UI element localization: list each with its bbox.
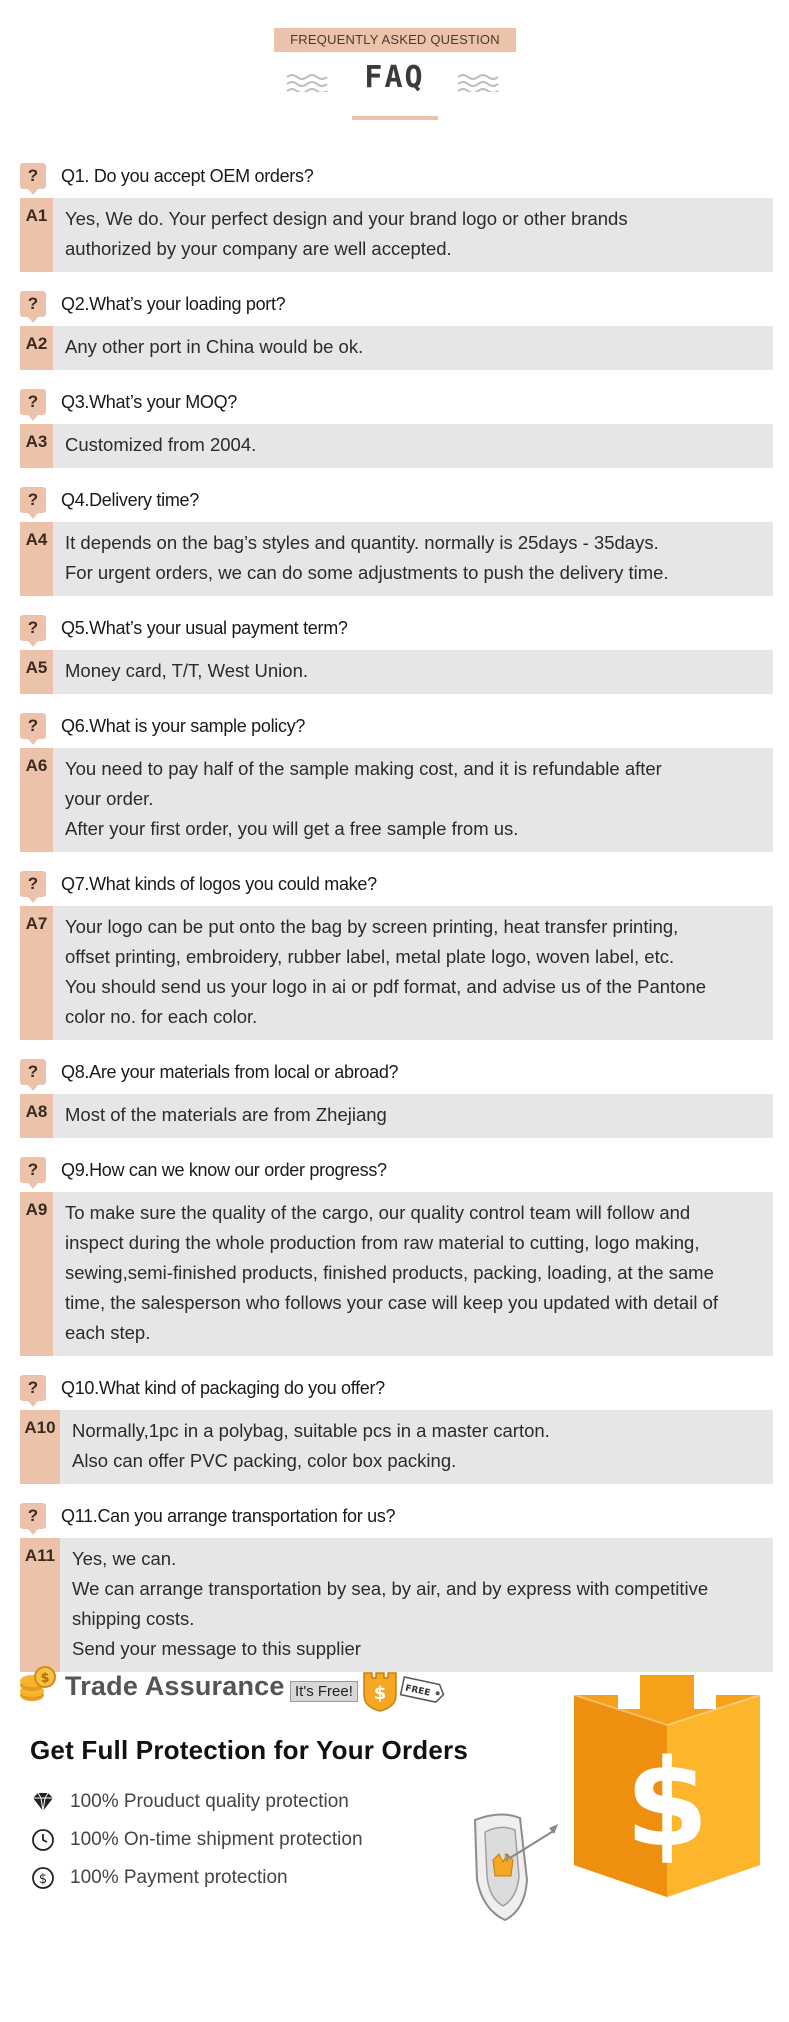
answer-label: A10	[20, 1410, 60, 1484]
protection-item-shipment	[30, 1821, 363, 1859]
title-underline	[352, 116, 438, 120]
answer-line: shipping costs.	[72, 1608, 195, 1629]
answer-row	[20, 326, 773, 370]
question-mark-icon: ?	[20, 389, 46, 415]
answer-label: A7	[20, 906, 53, 1040]
answer-line: offset printing, embroidery, rubber label, metal plate logo, woven label, etc.	[65, 946, 675, 967]
answer-line: Send your message to this supplier	[72, 1638, 361, 1659]
question-text: Q7.What kinds of logos you could make?	[61, 873, 377, 894]
answer-line: time, the salesperson who follows your case will keep you updated with detail of	[65, 1292, 718, 1313]
answer-row	[20, 424, 773, 468]
answer-label: A9	[20, 1192, 53, 1356]
svg-text:$: $	[38, 1872, 48, 1887]
answer-row	[20, 1192, 773, 1356]
faq-list	[20, 160, 773, 1688]
question-text: Q5.What’s your usual payment term?	[61, 617, 348, 638]
question-row	[20, 484, 773, 516]
answer-line: We can arrange transportation by sea, by air, and by express with competitive	[72, 1578, 709, 1599]
answer-text	[60, 1538, 720, 1672]
question-row	[20, 710, 773, 742]
question-mark-icon: ?	[20, 1157, 46, 1183]
protection-item-quality	[30, 1783, 363, 1821]
question-mark-icon: ?	[20, 713, 46, 739]
question-mark-icon: ?	[20, 291, 46, 317]
question-row	[20, 288, 773, 320]
question-mark-icon: ?	[20, 1375, 46, 1401]
answer-line: Customized from 2004.	[65, 434, 257, 455]
answer-text	[53, 1094, 399, 1138]
question-row	[20, 868, 773, 900]
question-row	[20, 1154, 773, 1186]
answer-line: Most of the materials are from Zhejiang	[65, 1104, 387, 1125]
answer-text	[53, 424, 268, 468]
answer-text	[53, 198, 640, 272]
faq-item	[20, 1500, 773, 1672]
header-tag: FREQUENTLY ASKED QUESTION	[274, 28, 516, 52]
question-text: Q3.What’s your MOQ?	[61, 391, 238, 412]
svg-text:$: $	[40, 1671, 50, 1686]
answer-line: For urgent orders, we can do some adjustments to push the delivery time.	[65, 562, 669, 583]
answer-label: A1	[20, 198, 53, 272]
protection-item-payment	[30, 1859, 363, 1897]
answer-line: Money card, T/T, West Union.	[65, 660, 308, 681]
dollar-icon	[30, 1865, 56, 1891]
answer-line: It depends on the bag’s styles and quantity. normally is 25days - 35days.	[65, 532, 659, 553]
shield-badge-icon	[360, 1669, 400, 1713]
answer-line: your order.	[65, 788, 154, 809]
answer-row	[20, 198, 773, 272]
answer-row	[20, 650, 773, 694]
castle-dollar-symbol: $	[625, 1735, 709, 1874]
trade-assurance-castle-logo	[562, 1665, 772, 1900]
faq-item	[20, 868, 773, 1040]
question-mark-icon: ?	[20, 163, 46, 189]
answer-line: Also can offer PVC packing, color box packing.	[72, 1450, 457, 1471]
tag-text: FREE	[404, 1683, 432, 1699]
faq-item	[20, 1154, 773, 1356]
answer-text	[60, 1410, 562, 1484]
answer-label: A6	[20, 748, 53, 852]
question-mark-icon: ?	[20, 1503, 46, 1529]
question-text: Q1. Do you accept OEM orders?	[61, 165, 314, 186]
protection-list	[30, 1783, 363, 1897]
faq-item	[20, 386, 773, 468]
answer-text	[53, 650, 320, 694]
answer-line: Any other port in China would be ok.	[65, 336, 364, 357]
answer-label: A2	[20, 326, 53, 370]
faq-item	[20, 484, 773, 596]
faq-header	[0, 0, 789, 130]
question-mark-icon: ?	[20, 871, 46, 897]
protection-item-text: 100% On-time shipment protection	[70, 1829, 363, 1850]
faq-item	[20, 612, 773, 694]
protection-headline: Get Full Protection for Your Orders	[30, 1735, 468, 1765]
question-text: Q10.What kind of packaging do you offer?	[61, 1377, 385, 1398]
question-row	[20, 1056, 773, 1088]
answer-text	[53, 522, 681, 596]
answer-label: A11	[20, 1538, 60, 1672]
faq-item	[20, 160, 773, 272]
answer-row	[20, 522, 773, 596]
answer-line: sewing,semi-finished products, finished products, packing, loading, at the same	[65, 1262, 714, 1283]
question-row	[20, 1500, 773, 1532]
answer-line: You should send us your logo in ai or pdf format, and advise us of the Pantone	[65, 976, 707, 997]
answer-line: Your logo can be put onto the bag by screen printing, heat transfer printing,	[65, 916, 679, 937]
question-row	[20, 160, 773, 192]
free-tag-icon	[398, 1675, 446, 1705]
answer-row	[20, 1094, 773, 1138]
answer-label: A5	[20, 650, 53, 694]
faq-item	[20, 1372, 773, 1484]
question-row	[20, 612, 773, 644]
question-text: Q6.What is your sample policy?	[61, 715, 306, 736]
answer-text	[53, 906, 718, 1040]
question-text: Q8.Are your materials from local or abroad?	[61, 1061, 399, 1082]
svg-text:$: $	[373, 1683, 387, 1704]
free-label: It's Free!	[290, 1681, 358, 1702]
answer-row	[20, 1538, 773, 1672]
question-mark-icon: ?	[20, 615, 46, 641]
answer-line: color no. for each color.	[65, 1006, 258, 1027]
diamond-icon	[30, 1789, 56, 1815]
answer-row	[20, 906, 773, 1040]
question-mark-icon: ?	[20, 1059, 46, 1085]
answer-row	[20, 748, 773, 852]
protection-item-text: 100% Prouduct quality protection	[70, 1791, 349, 1812]
answer-row	[20, 1410, 773, 1484]
faq-item	[20, 1056, 773, 1138]
answer-label: A4	[20, 522, 53, 596]
faq-item	[20, 288, 773, 370]
answer-label: A3	[20, 424, 53, 468]
answer-line: To make sure the quality of the cargo, our quality control team will follow and	[65, 1202, 691, 1223]
question-text: Q2.What’s your loading port?	[61, 293, 286, 314]
page-title: FAQ	[364, 60, 425, 95]
faq-item	[20, 710, 773, 852]
answer-text	[53, 748, 674, 852]
coins-icon	[18, 1665, 58, 1705]
answer-line: each step.	[65, 1322, 151, 1343]
question-row	[20, 1372, 773, 1404]
protection-item-text: 100% Payment protection	[70, 1867, 288, 1888]
answer-text	[53, 326, 375, 370]
answer-line: Normally,1pc in a polybag, suitable pcs in a master carton.	[72, 1420, 550, 1441]
answer-line: After your first order, you will get a free sample from us.	[65, 818, 519, 839]
answer-line: inspect during the whole production from raw material to cutting, logo making,	[65, 1232, 700, 1253]
question-mark-icon: ?	[20, 487, 46, 513]
question-text: Q9.How can we know our order progress?	[61, 1159, 387, 1180]
trade-assurance-title: Trade Assurance	[65, 1671, 285, 1701]
answer-text	[53, 1192, 730, 1356]
answer-label: A8	[20, 1094, 53, 1138]
trade-assurance-section	[0, 1665, 789, 1965]
clock-icon	[30, 1827, 56, 1853]
answer-line: authorized by your company are well accepted.	[65, 238, 452, 259]
question-text: Q4.Delivery time?	[61, 489, 199, 510]
wave-right-icon	[456, 72, 504, 92]
question-text: Q11.Can you arrange transportation for us?	[61, 1505, 396, 1526]
answer-line: You need to pay half of the sample making cost, and it is refundable after	[65, 758, 662, 779]
question-row	[20, 386, 773, 418]
shield-arrow-illustration	[465, 1810, 560, 1925]
answer-line: Yes, We do. Your perfect design and your brand logo or other brands	[65, 208, 628, 229]
answer-line: Yes, we can.	[72, 1548, 177, 1569]
